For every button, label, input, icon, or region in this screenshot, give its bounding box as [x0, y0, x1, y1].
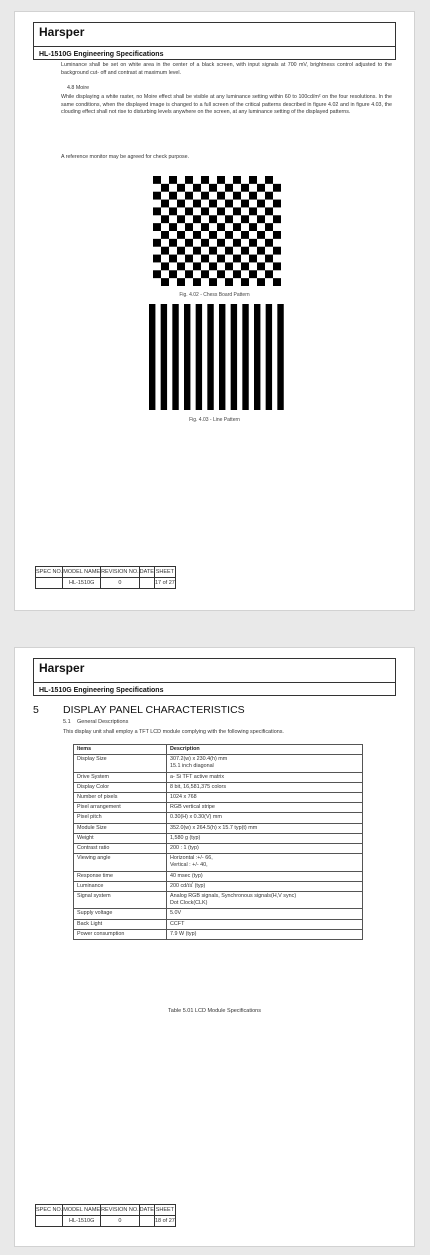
footer-table [35, 1204, 176, 1227]
footer-label-revision: REVISION NO. [101, 1205, 140, 1216]
table-row [74, 793, 363, 803]
chess-square [273, 200, 281, 208]
chess-square [241, 200, 249, 208]
chess-square [273, 231, 281, 239]
chess-square [153, 176, 161, 184]
spec-item: Signal system [74, 892, 167, 909]
chess-square [193, 184, 201, 192]
chess-square [185, 192, 193, 200]
chess-square [217, 270, 225, 278]
spec-description-line: RGB vertical stripe [170, 804, 215, 811]
chess-square [169, 223, 177, 231]
spec-item: Luminance [74, 881, 167, 891]
chess-square [177, 200, 185, 208]
chess-square [161, 200, 169, 208]
chess-square [241, 262, 249, 270]
chess-square [177, 247, 185, 255]
figure-caption-line: Fig. 4.03 - Line Pattern [189, 417, 240, 423]
spec-title: HL-1510G Engineering Specifications [39, 687, 164, 694]
section-title: DISPLAY PANEL CHARACTERISTICS [63, 704, 245, 716]
spec-description [167, 892, 363, 909]
footer-label-spec: SPEC NO. [36, 1205, 63, 1216]
table-row [74, 844, 363, 854]
chess-square [225, 200, 233, 208]
chess-square [185, 239, 193, 247]
lcd-spec-table [73, 744, 363, 940]
chess-square [265, 176, 273, 184]
chess-square [209, 231, 217, 239]
document-page-17 [15, 12, 414, 610]
footer-value-spec [36, 1216, 63, 1227]
line-bar [231, 304, 237, 410]
spec-item: Supply voltage [74, 909, 167, 919]
chess-square [169, 207, 177, 215]
chess-square [265, 192, 273, 200]
chess-square [249, 223, 257, 231]
spec-description [167, 772, 363, 782]
chess-square [193, 200, 201, 208]
chess-square [201, 207, 209, 215]
footer-value-date [139, 578, 154, 589]
chess-square [185, 270, 193, 278]
chess-square [273, 278, 281, 286]
section-heading-moire: 4.8 Moire [67, 85, 90, 91]
chess-square [209, 278, 217, 286]
footer-label-sheet: SHEET [154, 1205, 175, 1216]
chess-square [161, 262, 169, 270]
figure-caption-chess: Fig. 4.02 - Chess Board Pattern [179, 292, 250, 298]
footer-label-date: DATE [139, 1205, 154, 1216]
chess-square [241, 184, 249, 192]
line-bar [277, 304, 283, 410]
spec-description-line: 1,580 g (typ) [170, 834, 201, 841]
spec-item: Module Size [74, 823, 167, 833]
chess-square [257, 184, 265, 192]
chess-square [153, 207, 161, 215]
chess-square [201, 255, 209, 263]
document-page-18 [15, 648, 414, 1246]
chess-square [257, 200, 265, 208]
chess-square [177, 231, 185, 239]
line-bar [172, 304, 178, 410]
spec-description [167, 803, 363, 813]
chess-square [169, 270, 177, 278]
chess-square [225, 262, 233, 270]
chess-square [217, 223, 225, 231]
brand-name: Harsper [39, 661, 85, 675]
spec-item: Number of pixels [74, 793, 167, 803]
chess-square [217, 207, 225, 215]
footer-value-revision: 0 [101, 1216, 140, 1227]
footer-value-date [139, 1216, 154, 1227]
spec-description [167, 854, 363, 871]
chess-square [185, 176, 193, 184]
spec-description [167, 919, 363, 929]
chess-square [273, 262, 281, 270]
spec-item: Viewing angle [74, 854, 167, 871]
chess-square [201, 192, 209, 200]
chess-square [177, 215, 185, 223]
footer-label-spec: SPEC NO. [36, 567, 63, 578]
spec-description-line: 40 msec (typ) [170, 872, 203, 879]
table-row [74, 782, 363, 792]
chess-square [241, 247, 249, 255]
spec-description-line: 200 cd/㎡ (typ) [170, 882, 206, 889]
line-bar [149, 304, 155, 410]
chess-square [225, 278, 233, 286]
chess-square [161, 278, 169, 286]
table-row [74, 755, 363, 772]
chess-square [185, 223, 193, 231]
chess-square [209, 215, 217, 223]
line-bar [184, 304, 190, 410]
line-bar [161, 304, 167, 410]
page-header [33, 22, 396, 60]
chess-square [153, 223, 161, 231]
chess-square [257, 231, 265, 239]
chess-square [265, 255, 273, 263]
chess-square [265, 223, 273, 231]
chess-square [241, 231, 249, 239]
chess-square [169, 176, 177, 184]
table-header-description: Description [167, 745, 363, 755]
chess-square [225, 231, 233, 239]
chess-square [233, 176, 241, 184]
chess-square [265, 270, 273, 278]
chess-square [185, 207, 193, 215]
spec-description-line: 352.0(w) x 264.5(h) x 15.7 typ(t) mm [170, 824, 258, 831]
spec-description-line: 7.9 W (typ) [170, 930, 197, 937]
chess-square [209, 200, 217, 208]
chess-square [241, 278, 249, 286]
table-row [74, 919, 363, 929]
spec-description-line: 0.30(H) x 0.30(V) mm [170, 814, 222, 821]
chess-square [193, 247, 201, 255]
line-bar [254, 304, 260, 410]
spec-item: Back Light [74, 919, 167, 929]
spec-description [167, 755, 363, 772]
spec-description-line: 1024 x 768 [170, 794, 197, 801]
table-row [74, 803, 363, 813]
line-bar [242, 304, 248, 410]
spec-description-line: Dot Clock(CLK) [170, 900, 208, 907]
table-row [74, 813, 363, 823]
chess-square [265, 207, 273, 215]
spec-description-line: Horizontal :+/- 66, [170, 855, 213, 862]
chess-square [217, 192, 225, 200]
spec-description-line: 307.2(w) x 230.4(h) mm [170, 756, 228, 763]
table-row [74, 833, 363, 843]
chess-square [153, 192, 161, 200]
chess-square [249, 192, 257, 200]
page-header [33, 658, 396, 696]
chess-square [217, 239, 225, 247]
chess-square [233, 223, 241, 231]
chess-square [233, 207, 241, 215]
paragraph-luminance: Luminance shall be set on white area in the center of a black screen, with input signals at 700 mV, brightness control adjusted to the background cut- off and contrast at maximum level. [61, 62, 392, 76]
chess-square [193, 278, 201, 286]
chess-square [177, 278, 185, 286]
line-bar [266, 304, 272, 410]
chess-square [177, 262, 185, 270]
chess-square [265, 239, 273, 247]
chess-square [161, 247, 169, 255]
spec-title: HL-1510G Engineering Specifications [39, 51, 164, 58]
chess-square [249, 270, 257, 278]
spec-item: Drive System [74, 772, 167, 782]
section-heading [33, 704, 245, 716]
line-bar [207, 304, 213, 410]
footer-value-model: HL-1510G [63, 578, 101, 589]
chess-square [273, 215, 281, 223]
chess-square [209, 262, 217, 270]
chess-square [193, 231, 201, 239]
chess-square [225, 215, 233, 223]
spec-description-line: a- Si TFT active matrix [170, 773, 225, 780]
chess-square [153, 255, 161, 263]
chess-square [169, 239, 177, 247]
chess-square [249, 255, 257, 263]
spec-description-line: Vertical : +/- 40, [170, 862, 208, 869]
chess-square [233, 239, 241, 247]
chess-square [225, 184, 233, 192]
chess-square [169, 192, 177, 200]
chess-square [201, 270, 209, 278]
spec-item: Pixel arrangement [74, 803, 167, 813]
chess-square [169, 255, 177, 263]
spec-description [167, 844, 363, 854]
footer-label-revision: REVISION NO. [101, 567, 140, 578]
chess-square [153, 239, 161, 247]
chess-square [201, 223, 209, 231]
footer-label-sheet: SHEET [154, 567, 175, 578]
spec-description [167, 782, 363, 792]
chess-square [209, 247, 217, 255]
chess-square [249, 176, 257, 184]
spec-description-line: CCFT [170, 920, 185, 927]
chess-square [161, 184, 169, 192]
spec-description-line: 200 : 1 (typ) [170, 845, 199, 852]
chess-square [257, 215, 265, 223]
footer-label-date: DATE [139, 567, 154, 578]
chess-square [257, 262, 265, 270]
chess-square [201, 239, 209, 247]
chess-square [249, 207, 257, 215]
footer-label-model: MODEL NAME [63, 567, 101, 578]
spec-description-line: 5.0V [170, 910, 182, 917]
chess-square [185, 255, 193, 263]
footer-value-sheet: 17 of 27 [154, 578, 175, 589]
spec-item: Display Size [74, 755, 167, 772]
chess-square [249, 239, 257, 247]
header-divider [34, 682, 395, 683]
chess-square [217, 255, 225, 263]
table-row [74, 881, 363, 891]
spec-description [167, 823, 363, 833]
footer-label-model: MODEL NAME [63, 1205, 101, 1216]
spec-description-line: Analog RGB signals, Synchronous signals(H,V sync) [170, 893, 297, 900]
spec-description [167, 793, 363, 803]
spec-item: Power consumption [74, 929, 167, 939]
footer-value-revision: 0 [101, 578, 140, 589]
footer-table [35, 566, 176, 589]
line-pattern [147, 304, 287, 410]
spec-item: Weight [74, 833, 167, 843]
chess-square [177, 184, 185, 192]
chess-square [241, 215, 249, 223]
spec-description-line: 8 bit, 16,581,375 colors [170, 783, 227, 790]
chess-square [257, 278, 265, 286]
chess-board-pattern [153, 176, 281, 286]
chess-square [225, 247, 233, 255]
footer-value-model: HL-1510G [63, 1216, 101, 1227]
chess-square [161, 215, 169, 223]
table-caption: Table 5.01 LCD Module Specifications [168, 1008, 261, 1014]
chess-square [201, 176, 209, 184]
chess-square [273, 184, 281, 192]
chess-square [273, 247, 281, 255]
spec-item: Response time [74, 871, 167, 881]
chess-square [217, 176, 225, 184]
subsection-number: 5.1 [63, 719, 71, 725]
section-number: 5 [33, 704, 39, 716]
subsection-heading [63, 719, 128, 725]
spec-item: Contrast ratio [74, 844, 167, 854]
footer-value-sheet: 18 of 27 [154, 1216, 175, 1227]
spec-description [167, 929, 363, 939]
subsection-title: General Descriptions [77, 719, 129, 725]
spec-description [167, 813, 363, 823]
chess-square [193, 262, 201, 270]
spec-description [167, 833, 363, 843]
table-row [74, 823, 363, 833]
chess-square [209, 184, 217, 192]
spec-item: Display Color [74, 782, 167, 792]
table-row [74, 929, 363, 939]
chess-square [233, 192, 241, 200]
table-row [74, 772, 363, 782]
table-row [74, 909, 363, 919]
chess-square [233, 270, 241, 278]
spec-description [167, 881, 363, 891]
paragraph-moire: While displaying a white raster, no Moire effect shall be visible at any luminance setting within 60 to 100cd/m² on the four resolutions. In the same conditions, when the displayed image is changed to a full screen of the critical patterns described in figure 4.02 and in figure 4.03, the clouding effect shall not rise to disturbing levels anywhere on the screen, at any luminance setting of the displayed patterns. [61, 94, 392, 116]
chess-square [233, 255, 241, 263]
chess-square [257, 247, 265, 255]
spec-item: Pixel pitch [74, 813, 167, 823]
table-row [74, 871, 363, 881]
line-bar [219, 304, 225, 410]
header-divider [34, 46, 395, 47]
table-row [74, 892, 363, 909]
chess-square [153, 270, 161, 278]
chess-square [161, 231, 169, 239]
footer-value-spec [36, 578, 63, 589]
line-bar [196, 304, 202, 410]
table-row [74, 854, 363, 871]
chess-square [193, 215, 201, 223]
brand-name: Harsper [39, 25, 85, 39]
table-header-items: Items [74, 745, 167, 755]
spec-description [167, 909, 363, 919]
intro-paragraph: This display unit shall employ a TFT LCD module complying with the following specifications. [63, 729, 284, 735]
spec-description [167, 871, 363, 881]
spec-description-line: 15.1 inch diagonal [170, 763, 214, 770]
paragraph-reference: A reference monitor may be agreed for check purpose. [61, 154, 190, 160]
